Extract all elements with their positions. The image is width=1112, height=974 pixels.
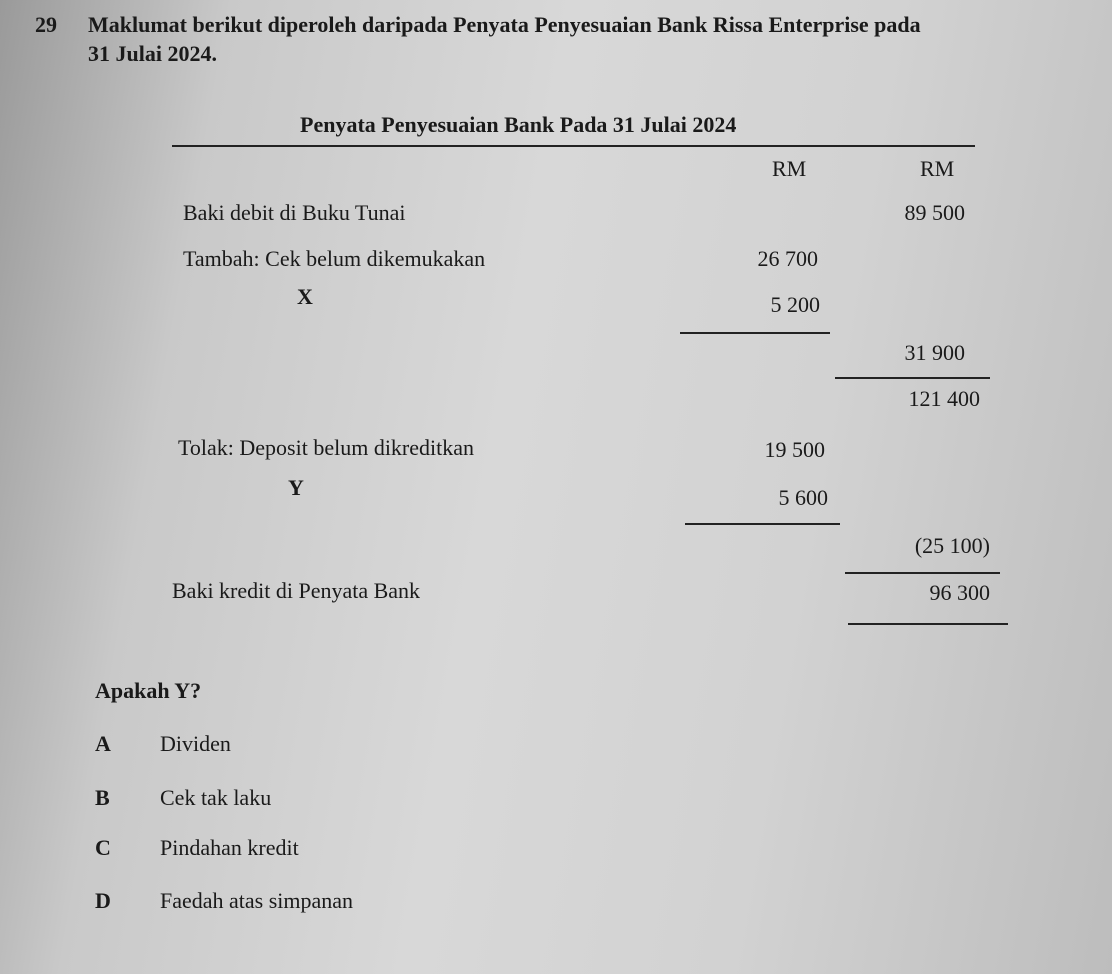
- row-col1: 19 500: [764, 437, 825, 462]
- question-text-date: 31 Julai 2024.: [88, 41, 217, 66]
- question-text: Maklumat berikut diperoleh daripada Penyata Penyesuaian Bank Rissa Enterprise pada: [88, 12, 921, 37]
- option-text: Dividen: [160, 731, 231, 756]
- total-rule: [835, 377, 990, 379]
- subtotal-rule: [680, 332, 830, 334]
- row-col1: 5 200: [770, 292, 820, 317]
- row-col2: (25 100): [914, 533, 990, 558]
- prompt: Apakah Y?: [95, 678, 202, 703]
- row-col1: 5 600: [778, 485, 828, 510]
- col-header-1: RM: [772, 156, 807, 181]
- option-letter: B: [95, 785, 110, 810]
- total-rule: [845, 572, 1000, 574]
- question-number: 29: [35, 12, 57, 37]
- option-text: Faedah atas simpanan: [160, 888, 354, 913]
- row-col2: 121 400: [908, 386, 980, 411]
- row-label: Tolak: Deposit belum dikreditkan: [178, 435, 475, 460]
- final-rule: [848, 623, 1008, 625]
- row-col1: 26 700: [757, 246, 818, 271]
- option-text: Pindahan kredit: [160, 835, 299, 860]
- row-col2: 31 900: [904, 340, 965, 365]
- title-rule: [172, 145, 975, 147]
- col-header-2: RM: [920, 156, 955, 181]
- subtotal-rule: [685, 523, 840, 525]
- option-letter: A: [95, 731, 111, 756]
- row-label: Baki kredit di Penyata Bank: [172, 578, 421, 603]
- row-col2: 89 500: [904, 200, 965, 225]
- option-letter: D: [95, 888, 111, 913]
- row-label: Baki debit di Buku Tunai: [183, 200, 406, 225]
- option-text: Cek tak laku: [160, 785, 272, 810]
- option-letter: C: [95, 835, 111, 860]
- row-label: X: [297, 284, 313, 309]
- row-label: Y: [288, 475, 304, 500]
- statement-title: Penyata Penyesuaian Bank Pada 31 Julai 2024: [300, 112, 737, 137]
- row-label: Tambah: Cek belum dikemukakan: [183, 246, 486, 271]
- row-col2: 96 300: [929, 580, 990, 605]
